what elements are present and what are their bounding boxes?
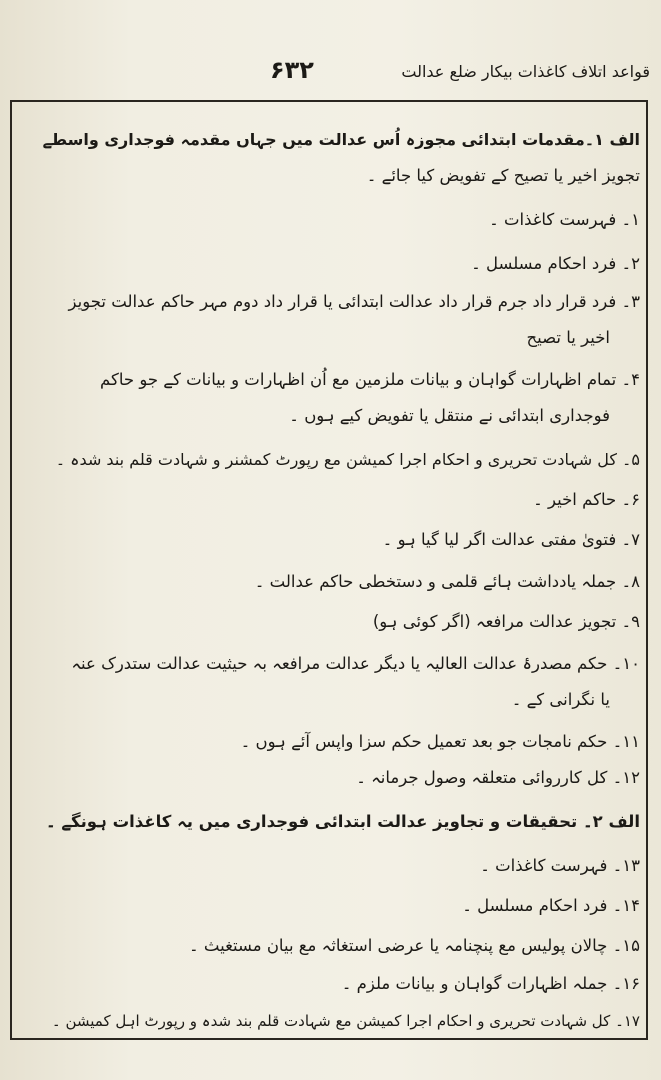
page-number: ۶۳۲ xyxy=(270,56,314,84)
list-item: ۱۱۔ حکم نامجات جو بعد تعمیل حکم سزا واپس آئے ہوں ۔ xyxy=(240,732,640,751)
list-item: ۱۲۔ کل کارروائی متعلقہ وصول جرمانہ ۔ xyxy=(356,768,640,787)
page-header xyxy=(270,56,650,96)
text-line: یا نگرانی کے ۔ xyxy=(511,690,610,709)
list-item: ۴۔ تمام اظہارات گواہان و بیانات ملزمین مع اُن اظہارات و بیانات کے جو حاکم xyxy=(100,370,640,389)
list-item: ۸۔ جملہ یادداشت ہائے قلمی و دستخطی حاکم عدالت ۔ xyxy=(254,572,640,591)
list-item: ۱۷۔ کل شہادت تحریری و احکام اجرا کمیشن مع شہادت قلم بند شدہ و رپورٹ اہل کمیشن ۔ xyxy=(51,1012,640,1030)
list-item: ۷۔ فتویٰ مفتی عدالت اگر لیا گیا ہو ۔ xyxy=(382,530,640,549)
list-item: ۱۶۔ جملہ اظہارات گواہان و بیانات ملزم ۔ xyxy=(341,974,640,993)
list-item: ۵۔ کل شہادت تحریری و احکام اجرا کمیشن مع رپورٹ کمشنر و شہادت قلم بند شدہ ۔ xyxy=(55,450,640,469)
text-line: اخیر یا تصیح xyxy=(526,328,610,347)
list-item: ۶۔ حاکم اخیر ۔ xyxy=(533,490,640,509)
list-item: ۱۴۔ فرد احکام مسلسل ۔ xyxy=(462,896,640,915)
text-line: فوجداری ابتدائی نے منتقل یا تفویض کیے ہوں ۔ xyxy=(289,406,610,425)
section-heading-alif-2: الف ۲۔ تحقیقات و تجاویز عدالت ابتدائی فوجداری میں یہ کاغذات ہونگے ۔ xyxy=(45,812,640,831)
list-item: ۱۔ فہرست کاغذات ۔ xyxy=(489,210,640,229)
list-item: ۹۔ تجویز عدالت مرافعہ (اگر کوئی ہو) xyxy=(372,612,640,631)
list-item: ۱۵۔ چالان پولیس مع پنچنامہ یا عرضی استغاثہ مع بیان مستغیث ۔ xyxy=(188,936,640,955)
list-item: ۳۔ فرد قرار داد جرم قرار داد عدالت ابتدائی یا قرار داد دوم مہر حاکم عدالت تجویز xyxy=(68,292,640,311)
section-heading-alif-1: الف ۱۔مقدمات ابتدائی مجوزہ اُس عدالت میں جہاں مقدمہ فوجداری واسطے xyxy=(42,130,640,149)
running-title: قواعد اتلاف کاغذات بیکار ضلع عدالت xyxy=(401,62,650,81)
text-line: تجویز اخیر یا تصیح کے تفویض کیا جائے ۔ xyxy=(366,166,640,185)
list-item: ۱۳۔ فہرست کاغذات ۔ xyxy=(480,856,640,875)
list-item: ۱۰۔ حکم مصدرۂ عدالت العالیہ یا دیگر عدالت مرافعہ بہ حیثیت عدالت ستدرک عنہ xyxy=(71,654,640,673)
list-item: ۲۔ فرد احکام مسلسل ۔ xyxy=(471,254,640,273)
